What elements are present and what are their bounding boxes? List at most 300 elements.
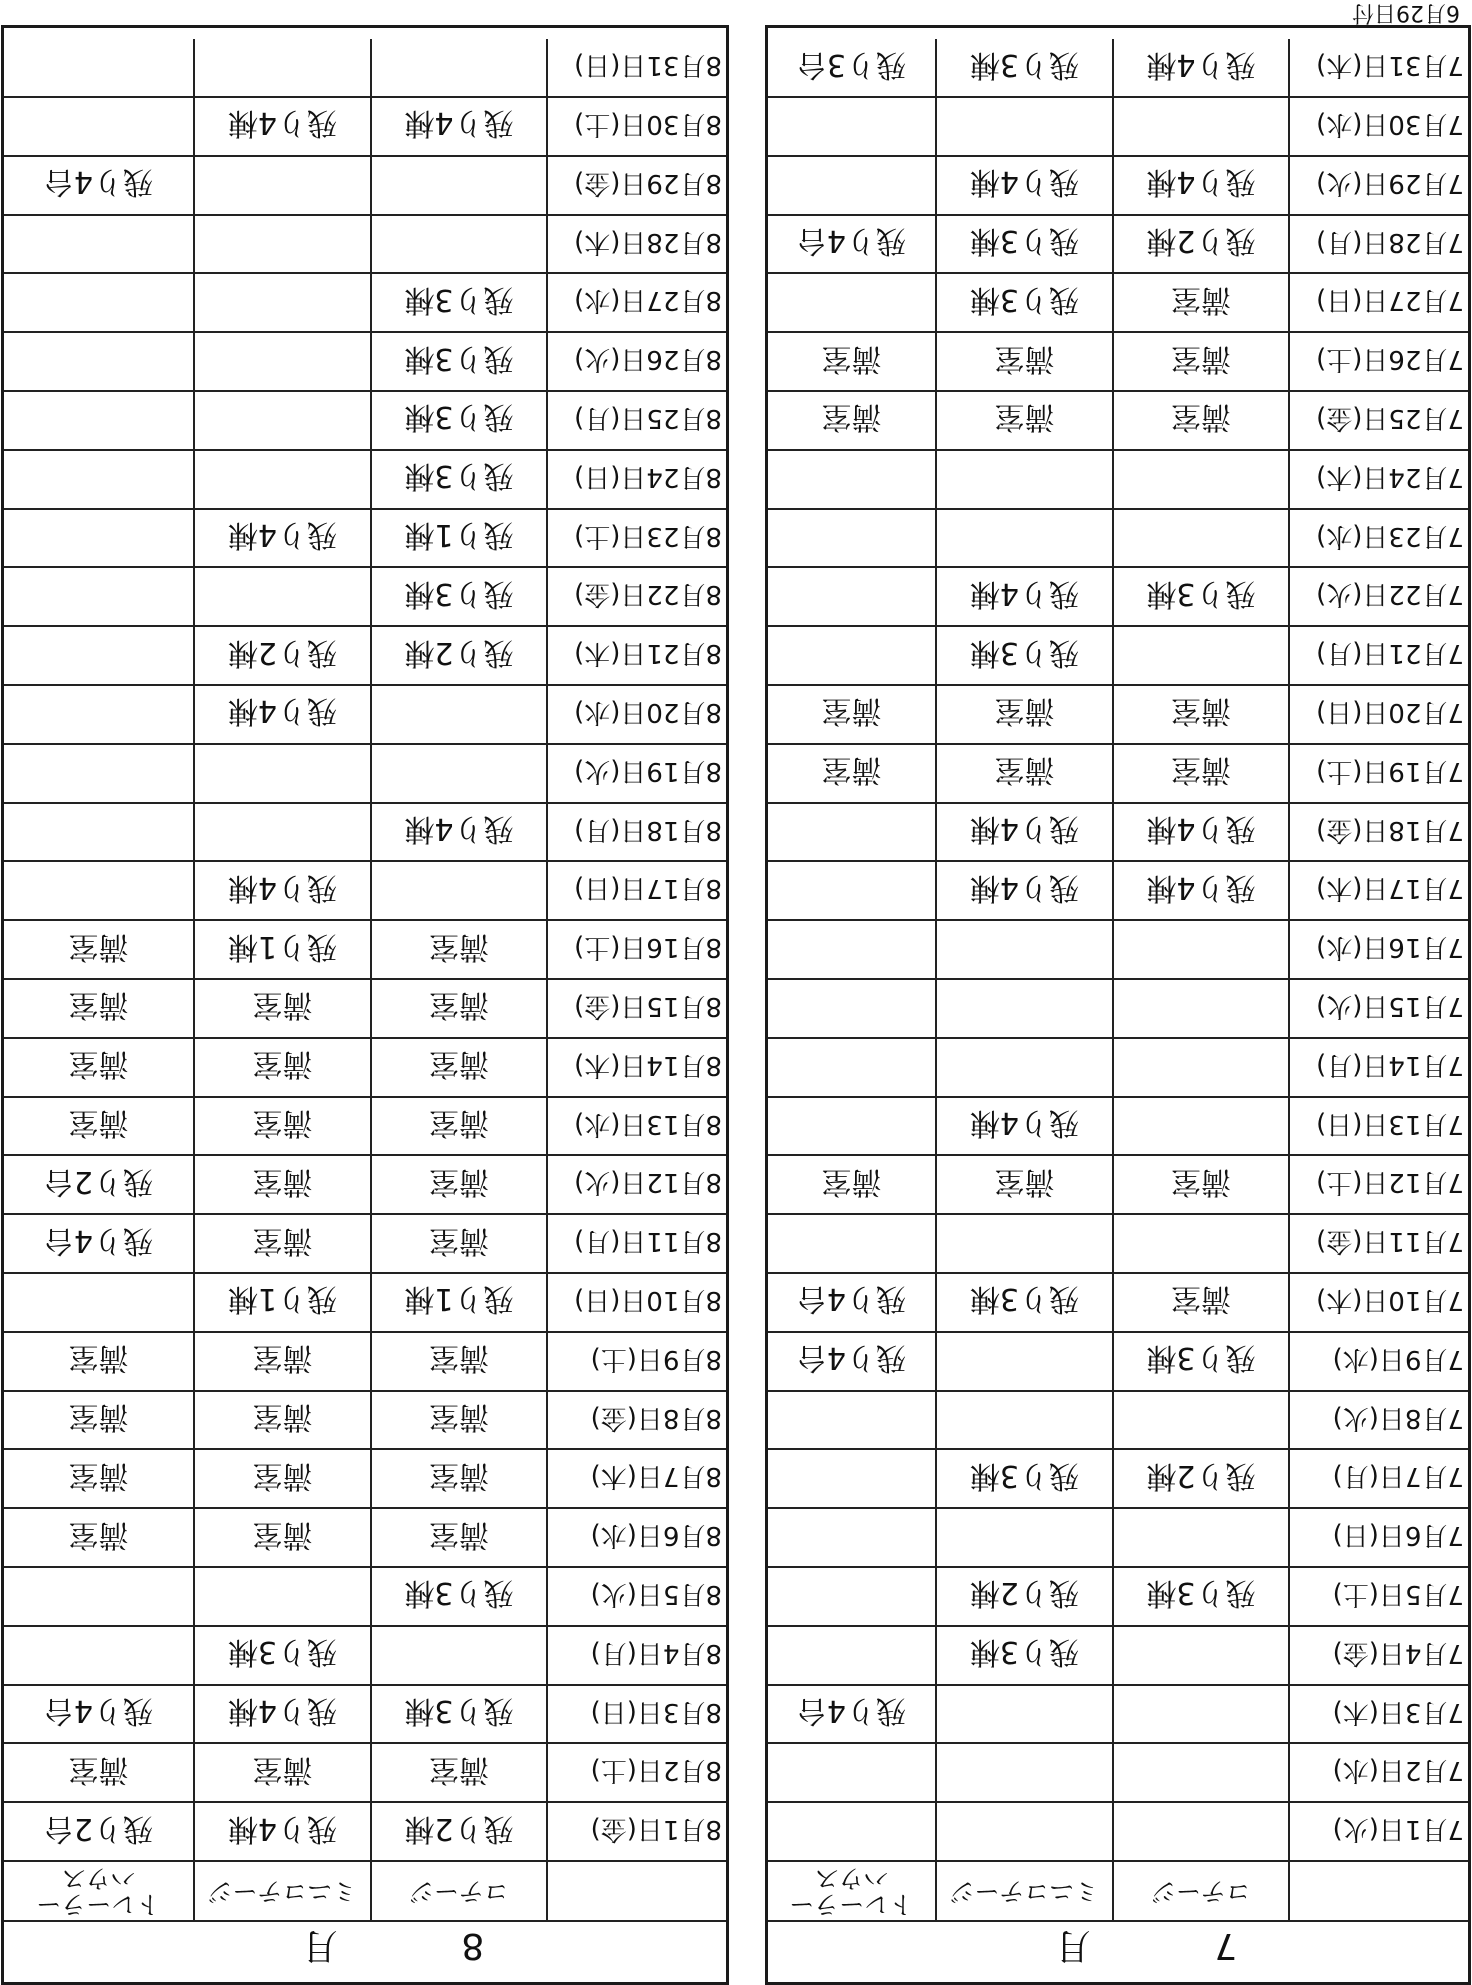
cell-cottage [1114,1392,1290,1449]
cell-cottage [372,745,548,802]
cell-mini-cottage: 満室 [195,980,372,1037]
day-row [4,1156,726,1215]
cell-cottage: 満室 [372,980,548,1037]
cell-date: 7月22日(火) [1316,579,1464,610]
cell-cottage: 残り4棟 [1114,157,1290,214]
day-row [4,862,726,921]
cell-date: 8月27日(水) [574,285,722,316]
cell-cottage: 残り3棟 [1114,1333,1290,1390]
cell-date: 7月7日(月) [1332,1461,1464,1492]
cell-mini-cottage [937,921,1114,978]
cell-cottage [372,216,548,273]
cell-date: 8月3日(日) [590,1696,722,1727]
cell-trailer-house: 満室 [768,745,937,802]
cell-trailer-house [768,627,937,684]
cell-cottage [1114,1803,1290,1860]
cell-mini-cottage: 残り3棟 [937,39,1114,96]
cell-cottage [372,157,548,214]
cell-date: 8月20日(水) [574,696,722,727]
cell-cottage: 満室 [372,1744,548,1801]
day-row [768,921,1468,980]
cell-mini-cottage [195,157,372,214]
cell-mini-cottage: 残り4棟 [937,568,1114,625]
cell-mini-cottage [937,1744,1114,1801]
cell-cottage [1114,1686,1290,1743]
cell-cottage [1114,451,1290,508]
day-row [768,157,1468,216]
cell-cottage [1114,921,1290,978]
day-row [768,745,1468,804]
cell-date: 7月23日(水) [1316,520,1464,551]
cell-cottage: 残り3棟 [1114,568,1290,625]
cell-mini-cottage [195,216,372,273]
cell-cottage: 満室 [1114,333,1290,390]
cell-date: 8月8日(金) [590,1402,722,1433]
cell-cottage: 残り4棟 [372,804,548,861]
day-row [4,98,726,157]
cell-cottage: 残り3棟 [372,333,548,390]
day-row [768,568,1468,627]
cell-date: 8月16日(土) [574,932,722,963]
issue-date-stamp: 6月29日付 [1352,0,1460,25]
cell-cottage [1114,1039,1290,1096]
cell-cottage: 残り4棟 [372,98,548,155]
day-row [768,216,1468,275]
cell-date: 7月8日(火) [1332,1402,1464,1433]
cell-mini-cottage [195,1568,372,1625]
day-row [4,1686,726,1745]
day-row [768,1686,1468,1745]
cell-date: 7月16日(水) [1316,932,1464,963]
cell-trailer-house [4,627,195,684]
cell-trailer-house: 残り4台 [768,1333,937,1390]
cell-date: 7月10日(木) [1316,1284,1464,1315]
cell-trailer-house [768,1744,937,1801]
cell-trailer-house: 残り4台 [768,1274,937,1331]
cell-date: 8月6日(水) [590,1520,722,1551]
cell-date: 7月28日(月) [1316,226,1464,257]
cell-cottage: 残り3棟 [372,274,548,331]
cell-mini-cottage: 満室 [195,1450,372,1507]
cell-date: 7月5日(土) [1332,1578,1464,1609]
cell-trailer-house [768,1627,937,1684]
day-row [768,39,1468,98]
cell-trailer-house [768,451,937,508]
cell-cottage: 満室 [372,1098,548,1155]
day-row [4,216,726,275]
cell-mini-cottage [937,1392,1114,1449]
cell-cottage: 残り4棟 [1114,39,1290,96]
day-row [4,333,726,392]
day-row [768,451,1468,510]
cell-mini-cottage: 残り2棟 [937,1568,1114,1625]
cell-cottage [1114,98,1290,155]
day-row [4,1803,726,1862]
cell-trailer-house [4,392,195,449]
cell-trailer-house [4,274,195,331]
cell-cottage: 残り3棟 [372,568,548,625]
cell-mini-cottage [195,568,372,625]
cell-mini-cottage [937,1215,1114,1272]
cell-trailer-house: 満室 [4,921,195,978]
cell-date: 7月4日(金) [1332,1637,1464,1668]
cell-date: 8月24日(日) [574,461,722,492]
day-row [4,568,726,627]
day-row [4,745,726,804]
cell-date: 8月28日(木) [574,226,722,257]
cell-cottage [1114,1744,1290,1801]
day-row [4,980,726,1039]
cell-date: 7月25日(金) [1316,402,1464,433]
day-row [768,686,1468,745]
day-row [768,1333,1468,1392]
cell-mini-cottage: 満室 [195,1744,372,1801]
cell-date: 7月15日(火) [1316,990,1464,1021]
cell-trailer-house [4,216,195,273]
day-row [4,804,726,863]
cell-date: 7月27日(日) [1316,285,1464,316]
day-row [4,1039,726,1098]
header-mini-cottage: ミニコテージ [195,1862,372,1920]
cell-date: 7月12日(土) [1316,1167,1464,1198]
cell-date: 8月22日(金) [574,579,722,610]
cell-mini-cottage: 満室 [937,1156,1114,1213]
cell-trailer-house: 満室 [4,1039,195,1096]
day-row [768,1039,1468,1098]
cell-cottage: 残り2棟 [372,627,548,684]
cell-trailer-house [4,1627,195,1684]
day-row [4,1098,726,1157]
cell-trailer-house [4,1568,195,1625]
cell-mini-cottage [937,1686,1114,1743]
day-row [4,274,726,333]
day-row [768,862,1468,921]
cell-cottage [1114,980,1290,1037]
cell-trailer-house [4,98,195,155]
day-row [768,274,1468,333]
day-row [768,333,1468,392]
cell-mini-cottage: 残り2棟 [195,627,372,684]
cell-mini-cottage [195,804,372,861]
month-title: 7 月 [998,1925,1238,1966]
cell-mini-cottage: 残り4棟 [937,862,1114,919]
cell-trailer-house: 残り2台 [4,1803,195,1860]
cell-date: 8月17日(日) [574,873,722,904]
cell-cottage: 満室 [372,1039,548,1096]
cell-cottage [372,39,548,96]
day-row [768,510,1468,569]
day-row [768,1098,1468,1157]
day-row [4,1392,726,1451]
cell-date: 7月6日(日) [1332,1520,1464,1551]
cell-trailer-house [768,980,937,1037]
cell-date: 8月19日(火) [574,755,722,786]
cell-date: 7月17日(木) [1316,873,1464,904]
column-header-row [4,1862,726,1922]
cell-mini-cottage: 残り4棟 [937,1098,1114,1155]
day-row [768,1803,1468,1862]
cell-mini-cottage: 満室 [195,1039,372,1096]
cell-cottage [1114,1098,1290,1155]
cell-mini-cottage [195,392,372,449]
cell-mini-cottage: 満室 [937,686,1114,743]
cell-date: 8月4日(月) [590,1637,722,1668]
cell-mini-cottage: 残り3棟 [937,1627,1114,1684]
cell-mini-cottage [195,274,372,331]
cell-mini-cottage: 残り4棟 [937,157,1114,214]
cell-trailer-house: 残り4台 [4,1215,195,1272]
cell-trailer-house [768,1803,937,1860]
cell-date: 8月10日(日) [574,1284,722,1315]
cell-date: 8月15日(金) [574,990,722,1021]
day-row [4,1568,726,1627]
cell-mini-cottage [937,1803,1114,1860]
day-row [768,98,1468,157]
cell-cottage [1114,510,1290,567]
cell-trailer-house: 満室 [768,333,937,390]
cell-cottage: 満室 [1114,1274,1290,1331]
day-row [768,1156,1468,1215]
cell-date: 8月21日(木) [574,638,722,669]
cell-trailer-house: 残り3台 [768,39,937,96]
day-row [4,451,726,510]
day-row [768,804,1468,863]
cell-mini-cottage: 残り4棟 [195,862,372,919]
cell-mini-cottage: 残り1棟 [195,921,372,978]
cell-cottage: 満室 [1114,1156,1290,1213]
cell-date: 7月13日(日) [1316,1108,1464,1139]
cell-cottage [1114,1627,1290,1684]
cell-mini-cottage [937,980,1114,1037]
cell-date: 8月11日(月) [574,1226,722,1257]
header-cottage: コテージ [1114,1862,1290,1920]
day-row [4,1744,726,1803]
cell-trailer-house: 満室 [4,1333,195,1390]
cell-mini-cottage [195,745,372,802]
cell-trailer-house: 残り4台 [4,1686,195,1743]
cell-date: 7月3日(木) [1332,1696,1464,1727]
cell-trailer-house [4,804,195,861]
cell-trailer-house: 満室 [768,686,937,743]
cell-cottage: 残り4棟 [1114,804,1290,861]
month-title-row [4,1922,726,1982]
cell-mini-cottage: 満室 [937,333,1114,390]
day-row [768,1215,1468,1274]
cell-mini-cottage [195,333,372,390]
day-row [4,686,726,745]
header-trailer-house: トレーラー ハウス [4,1862,195,1920]
cell-date: 7月2日(水) [1332,1755,1464,1786]
cell-cottage [372,1627,548,1684]
cell-cottage: 満室 [1114,686,1290,743]
cell-date: 8月31日(日) [574,50,722,81]
day-row [768,1568,1468,1627]
header-mini-cottage: ミニコテージ [937,1862,1114,1920]
cell-trailer-house [4,451,195,508]
cell-mini-cottage: 残り3棟 [937,1274,1114,1331]
cell-date: 7月11日(金) [1316,1226,1464,1257]
cell-mini-cottage: 残り1棟 [195,1274,372,1331]
column-header-row [768,1862,1468,1922]
cell-mini-cottage: 満室 [195,1215,372,1272]
cell-trailer-house [4,568,195,625]
cell-mini-cottage: 残り4棟 [937,804,1114,861]
month-title-row [768,1922,1468,1982]
cell-date: 7月1日(火) [1332,1814,1464,1845]
cell-cottage: 残り1棟 [372,1274,548,1331]
cell-trailer-house: 満室 [768,1156,937,1213]
cell-trailer-house: 満室 [768,392,937,449]
cell-cottage [1114,1215,1290,1272]
cell-mini-cottage: 残り3棟 [937,627,1114,684]
header-date [1290,1862,1468,1920]
cell-date: 8月25日(月) [574,402,722,433]
cell-cottage: 満室 [372,921,548,978]
cell-mini-cottage: 残り3棟 [937,1450,1114,1507]
cell-date: 8月30日(土) [574,108,722,139]
cell-cottage: 満室 [1114,745,1290,802]
cell-cottage: 満室 [1114,274,1290,331]
cell-mini-cottage: 満室 [195,1509,372,1566]
cell-trailer-house [4,862,195,919]
cell-cottage [1114,627,1290,684]
cell-trailer-house [4,510,195,567]
day-row [4,1450,726,1509]
cell-cottage: 残り3棟 [1114,1568,1290,1625]
cell-date: 7月29日(火) [1316,167,1464,198]
cell-cottage: 満室 [372,1392,548,1449]
day-row [4,39,726,98]
cell-mini-cottage [195,39,372,96]
cell-date: 7月24日(木) [1316,461,1464,492]
cell-trailer-house [768,1568,937,1625]
cell-mini-cottage: 満室 [195,1098,372,1155]
header-trailer-house: トレーラー ハウス [768,1862,937,1920]
cell-mini-cottage: 残り4棟 [195,510,372,567]
cell-mini-cottage: 残り3棟 [195,1627,372,1684]
day-row [768,1392,1468,1451]
cell-cottage [372,686,548,743]
cell-date: 8月5日(火) [590,1578,722,1609]
cell-cottage: 満室 [372,1333,548,1390]
cell-mini-cottage: 満室 [937,392,1114,449]
cell-cottage [372,862,548,919]
cell-cottage: 残り2棟 [1114,1450,1290,1507]
day-row [4,1509,726,1568]
cell-trailer-house: 満室 [4,1744,195,1801]
day-row [768,1744,1468,1803]
cell-trailer-house: 満室 [4,980,195,1037]
cell-cottage: 残り4棟 [1114,862,1290,919]
day-row [768,980,1468,1039]
day-row [4,157,726,216]
cell-date: 7月20日(日) [1316,696,1464,727]
cell-date: 8月13日(水) [574,1108,722,1139]
cell-date: 8月9日(土) [590,1343,722,1374]
cell-date: 7月19日(土) [1316,755,1464,786]
cell-trailer-house [4,39,195,96]
cell-cottage: 残り3棟 [372,1686,548,1743]
cell-cottage [1114,1509,1290,1566]
cell-trailer-house [768,921,937,978]
day-row [4,1333,726,1392]
cell-cottage: 満室 [372,1156,548,1213]
cell-date: 8月7日(木) [590,1461,722,1492]
cell-cottage: 残り2棟 [372,1803,548,1860]
cell-trailer-house: 残り4台 [768,1686,937,1743]
cell-cottage: 満室 [1114,392,1290,449]
cell-mini-cottage [195,451,372,508]
cell-mini-cottage [937,98,1114,155]
cell-trailer-house [768,274,937,331]
day-row [4,1274,726,1333]
cell-trailer-house [768,568,937,625]
july-calendar [765,25,1471,1985]
day-row [4,627,726,686]
cell-mini-cottage [937,451,1114,508]
cell-trailer-house [768,98,937,155]
cell-date: 8月1日(金) [590,1814,722,1845]
cell-date: 7月26日(土) [1316,344,1464,375]
cell-mini-cottage: 満室 [195,1156,372,1213]
cell-trailer-house [768,862,937,919]
cell-date: 7月30日(水) [1316,108,1464,139]
cell-trailer-house [4,686,195,743]
cell-trailer-house: 残り4台 [768,216,937,273]
day-row [4,921,726,980]
cell-date: 8月2日(土) [590,1755,722,1786]
cell-mini-cottage [937,1039,1114,1096]
cell-trailer-house [768,1098,937,1155]
cell-trailer-house [4,1274,195,1331]
cell-trailer-house: 満室 [4,1509,195,1566]
cell-trailer-house: 満室 [4,1450,195,1507]
cell-date: 8月14日(木) [574,1049,722,1080]
cell-cottage: 残り2棟 [1114,216,1290,273]
cell-mini-cottage: 満室 [937,745,1114,802]
cell-mini-cottage: 残り3棟 [937,216,1114,273]
cell-cottage: 満室 [372,1509,548,1566]
cell-mini-cottage: 残り4棟 [195,686,372,743]
cell-trailer-house [768,510,937,567]
cell-date: 7月9日(水) [1332,1343,1464,1374]
cell-trailer-house [768,1039,937,1096]
cell-date: 8月18日(月) [574,814,722,845]
cell-trailer-house [768,1392,937,1449]
cell-trailer-house [4,745,195,802]
cell-trailer-house: 残り2台 [4,1156,195,1213]
cell-trailer-house [768,804,937,861]
day-row [4,1215,726,1274]
cell-trailer-house: 満室 [4,1392,195,1449]
cell-date: 7月14日(月) [1316,1049,1464,1080]
cell-mini-cottage: 残り4棟 [195,1803,372,1860]
day-row [768,1450,1468,1509]
cell-trailer-house [768,157,937,214]
cell-trailer-house [768,1215,937,1272]
day-row [768,392,1468,451]
cell-mini-cottage [937,1333,1114,1390]
cell-date: 7月31日(木) [1316,50,1464,81]
cell-trailer-house [768,1509,937,1566]
cell-date: 7月18日(金) [1316,814,1464,845]
cell-date: 7月21日(月) [1316,638,1464,669]
day-row [4,1627,726,1686]
cell-mini-cottage: 満室 [195,1333,372,1390]
cell-mini-cottage [937,510,1114,567]
day-row [4,392,726,451]
cell-cottage: 満室 [372,1215,548,1272]
